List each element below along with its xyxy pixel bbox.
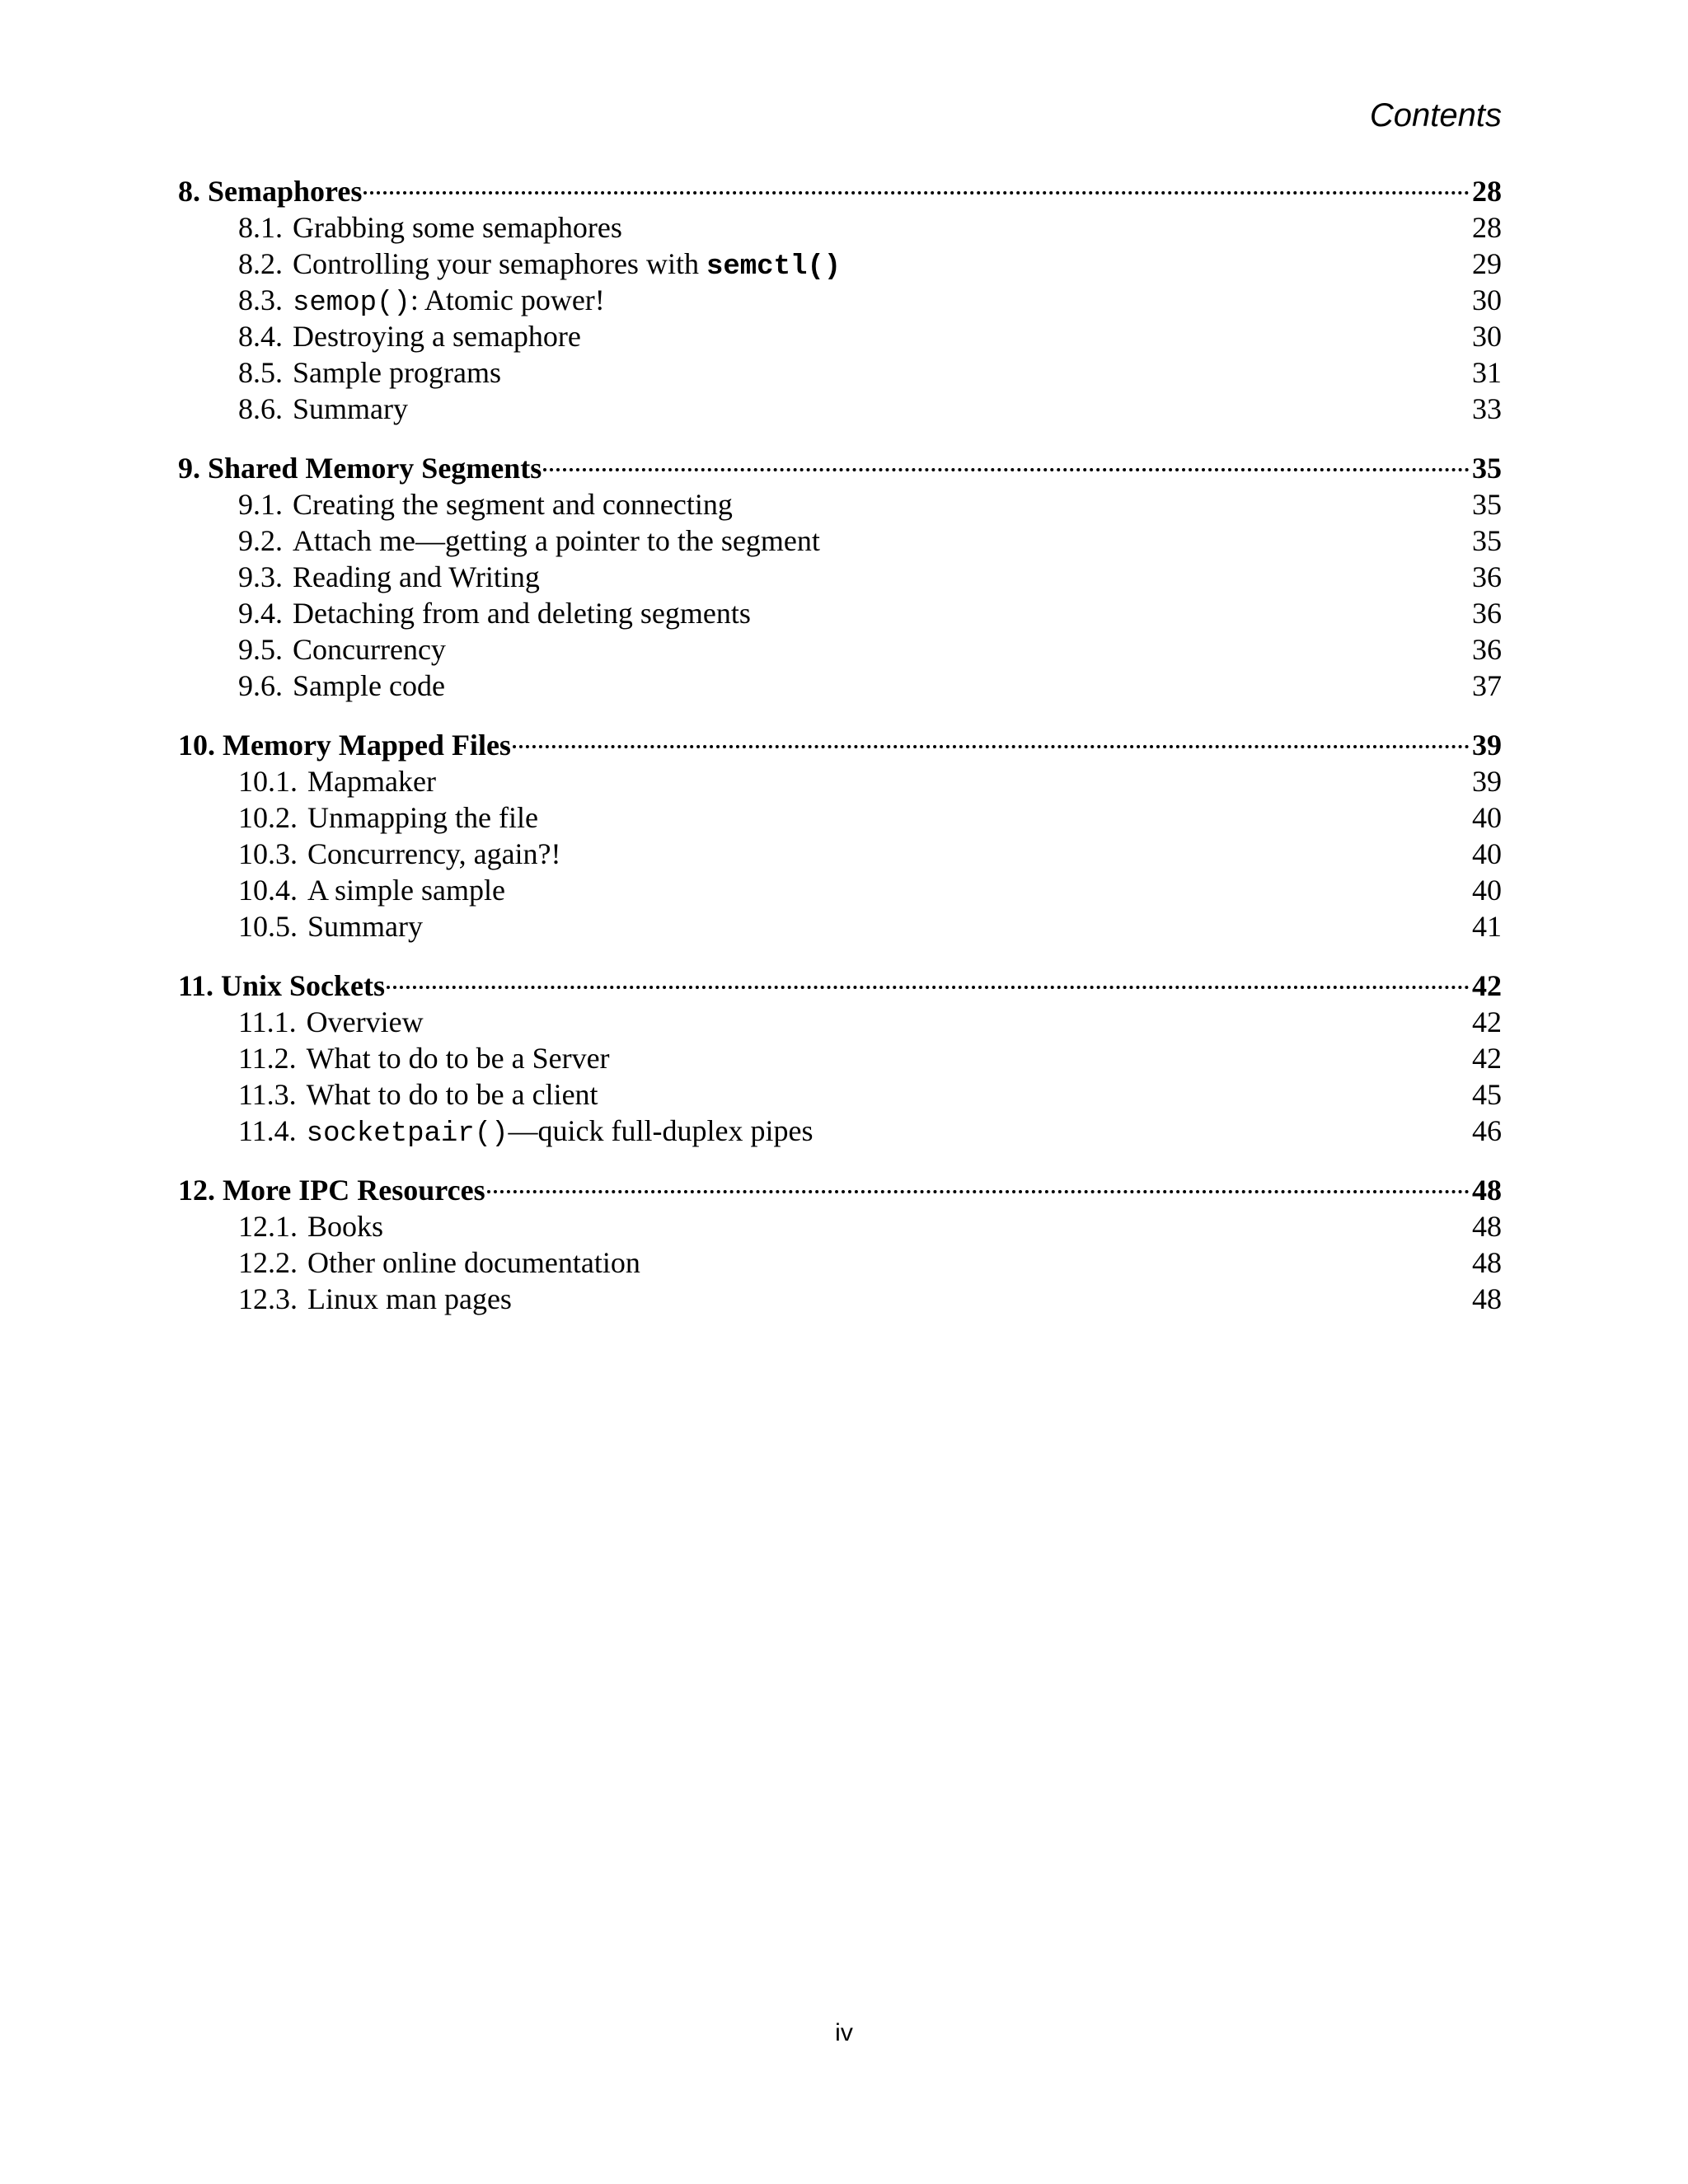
section-page-number: 40 [1472, 874, 1502, 907]
chapter-title: 9. Shared Memory Segments [178, 452, 542, 485]
section-label [238, 391, 408, 427]
section-label [238, 1040, 610, 1076]
toc-section-entry[interactable] [178, 1076, 1502, 1113]
section-label [238, 1281, 512, 1317]
toc-section-entry[interactable] [178, 668, 1502, 704]
toc-section-entry[interactable] [178, 631, 1502, 668]
section-title-code: semctl() [706, 251, 842, 283]
section-page-number: 42 [1472, 1005, 1502, 1038]
section-page-number: 48 [1472, 1210, 1502, 1243]
table-of-contents [178, 173, 1502, 1340]
toc-section-entry[interactable] [178, 1244, 1502, 1281]
section-page-number: 35 [1472, 488, 1502, 521]
section-number: 8.2. [238, 247, 283, 280]
section-page-number: 48 [1472, 1246, 1502, 1279]
section-page-number: 36 [1472, 633, 1502, 666]
chapter-page-number: 39 [1472, 729, 1502, 762]
section-number: 10.1. [238, 765, 298, 798]
section-page-number: 46 [1472, 1114, 1502, 1147]
section-title-text: Linux man pages [307, 1282, 512, 1315]
toc-chapter [178, 968, 1502, 1149]
section-title-text: A simple sample [307, 874, 505, 907]
section-number: 8.3. [238, 284, 283, 316]
section-title-code: socketpair() [306, 1118, 509, 1150]
toc-section-entry[interactable] [178, 799, 1502, 836]
chapter-title: 11. Unix Sockets [178, 969, 386, 1002]
section-label [238, 1244, 640, 1281]
section-title-text: Creating the segment and connecting [293, 488, 733, 521]
section-page-number: 39 [1472, 765, 1502, 798]
toc-section-entry[interactable] [178, 1208, 1502, 1244]
section-title-text: Unmapping the file [307, 801, 538, 834]
toc-section-entry[interactable] [178, 1004, 1502, 1040]
toc-section-entry[interactable] [178, 836, 1502, 872]
section-number: 11.3. [238, 1078, 297, 1111]
toc-section-entry[interactable] [178, 486, 1502, 523]
chapter-title: 8. Semaphores [178, 175, 363, 208]
section-title-text: Mapmaker [307, 765, 436, 798]
section-page-number: 37 [1472, 669, 1502, 702]
section-page-number: 35 [1472, 524, 1502, 557]
section-number: 10.4. [238, 874, 298, 907]
toc-section-entry[interactable] [178, 595, 1502, 631]
toc-chapter-entry[interactable] [178, 173, 1502, 209]
toc-chapter-entry[interactable] [178, 968, 1502, 1004]
toc-chapter-entry[interactable] [178, 727, 1502, 763]
section-title-text: Sample programs [293, 356, 501, 389]
chapter-title: 10. Memory Mapped Files [178, 729, 511, 762]
toc-section-entry[interactable] [178, 1281, 1502, 1317]
section-number: 8.1. [238, 211, 283, 244]
section-number: 12.1. [238, 1210, 298, 1243]
toc-chapter [178, 173, 1502, 427]
section-page-number: 42 [1472, 1042, 1502, 1075]
section-title-text: Controlling your semaphores with [293, 247, 706, 280]
section-label [238, 246, 841, 285]
section-title-code: semop() [293, 288, 410, 319]
toc-section-entry[interactable] [178, 354, 1502, 391]
dot-leader [543, 468, 1470, 471]
section-number: 8.4. [238, 320, 283, 353]
section-page-number: 30 [1472, 320, 1502, 353]
section-number: 11.1. [238, 1005, 297, 1038]
section-title-text: What to do to be a Server [306, 1042, 610, 1075]
toc-section-entry[interactable] [178, 559, 1502, 595]
section-label [238, 763, 436, 799]
section-label [238, 1208, 383, 1244]
section-title-text: What to do to be a client [306, 1078, 598, 1111]
section-number: 11.4. [238, 1114, 297, 1147]
chapter-page-number: 48 [1472, 1174, 1502, 1207]
section-number: 8.5. [238, 356, 283, 389]
toc-section-entry[interactable] [178, 908, 1502, 944]
section-number: 10.5. [238, 910, 298, 943]
section-number: 9.3. [238, 560, 283, 593]
chapter-page-number: 42 [1472, 969, 1502, 1002]
toc-section-entry[interactable] [178, 209, 1502, 246]
section-page-number: 30 [1472, 284, 1502, 316]
toc-section-entry[interactable] [178, 872, 1502, 908]
section-title-text: Other online documentation [307, 1246, 640, 1279]
section-title-text: Attach me—getting a pointer to the segment [293, 524, 820, 557]
toc-section-entry[interactable] [178, 246, 1502, 282]
running-header-title: Contents [1369, 97, 1502, 134]
section-number: 12.3. [238, 1282, 298, 1315]
section-title-text: : Atomic power! [410, 284, 605, 316]
dot-leader [487, 1190, 1470, 1193]
section-label [238, 318, 581, 354]
section-label [238, 908, 423, 944]
dot-leader [513, 745, 1470, 748]
toc-section-entry[interactable] [178, 391, 1502, 427]
section-number: 10.2. [238, 801, 298, 834]
section-title-text: Sample code [293, 669, 445, 702]
section-label [238, 486, 733, 523]
section-page-number: 31 [1472, 356, 1502, 389]
section-label [238, 872, 505, 908]
section-label [238, 559, 540, 595]
toc-section-entry[interactable] [178, 1113, 1502, 1149]
section-title-text: Detaching from and deleting segments [293, 597, 751, 630]
dot-leader [363, 191, 1470, 194]
section-label [238, 1113, 813, 1152]
section-page-number: 48 [1472, 1282, 1502, 1315]
chapter-title: 12. More IPC Resources [178, 1174, 485, 1207]
chapter-page-number: 28 [1472, 175, 1502, 208]
section-title-text: Destroying a semaphore [293, 320, 581, 353]
section-number: 12.2. [238, 1246, 298, 1279]
section-label [238, 631, 446, 668]
section-page-number: 36 [1472, 597, 1502, 630]
section-page-number: 41 [1472, 910, 1502, 943]
toc-section-entry[interactable] [178, 1040, 1502, 1076]
section-title-text: Reading and Writing [293, 560, 540, 593]
section-number: 10.3. [238, 837, 298, 870]
section-page-number: 45 [1472, 1078, 1502, 1111]
section-label [238, 595, 751, 631]
toc-chapter [178, 727, 1502, 944]
toc-section-entry[interactable] [178, 523, 1502, 559]
section-label [238, 836, 561, 872]
chapter-page-number: 35 [1472, 452, 1502, 485]
section-label [238, 354, 501, 391]
toc-section-entry[interactable] [178, 763, 1502, 799]
section-label [238, 1076, 598, 1113]
section-label [238, 209, 622, 246]
dot-leader [387, 986, 1470, 989]
section-page-number: 36 [1472, 560, 1502, 593]
section-number: 9.2. [238, 524, 283, 557]
section-number: 11.2. [238, 1042, 297, 1075]
toc-chapter [178, 450, 1502, 704]
toc-chapter-entry[interactable] [178, 1172, 1502, 1208]
section-title-text: Overview [306, 1005, 424, 1038]
section-label [238, 799, 538, 836]
section-title-text: Concurrency, again?! [307, 837, 561, 870]
section-number: 8.6. [238, 392, 283, 425]
section-title-text: —quick full-duplex pipes [508, 1114, 814, 1147]
section-label [238, 1004, 424, 1040]
page-number: iv [835, 2019, 853, 2046]
toc-chapter [178, 1172, 1502, 1317]
section-page-number: 29 [1472, 247, 1502, 280]
toc-section-entry[interactable] [178, 282, 1502, 318]
section-label [238, 282, 605, 321]
section-number: 9.5. [238, 633, 283, 666]
section-page-number: 28 [1472, 211, 1502, 244]
toc-chapter-entry[interactable] [178, 450, 1502, 486]
section-title-text: Summary [293, 392, 408, 425]
section-page-number: 33 [1472, 392, 1502, 425]
section-title-text: Concurrency [293, 633, 446, 666]
section-page-number: 40 [1472, 801, 1502, 834]
toc-section-entry[interactable] [178, 318, 1502, 354]
section-title-text: Books [307, 1210, 384, 1243]
section-title-text: Grabbing some semaphores [293, 211, 622, 244]
section-number: 9.6. [238, 669, 283, 702]
section-label [238, 523, 820, 559]
section-number: 9.1. [238, 488, 283, 521]
section-page-number: 40 [1472, 837, 1502, 870]
section-label [238, 668, 445, 704]
section-number: 9.4. [238, 597, 283, 630]
section-title-text: Summary [307, 910, 423, 943]
